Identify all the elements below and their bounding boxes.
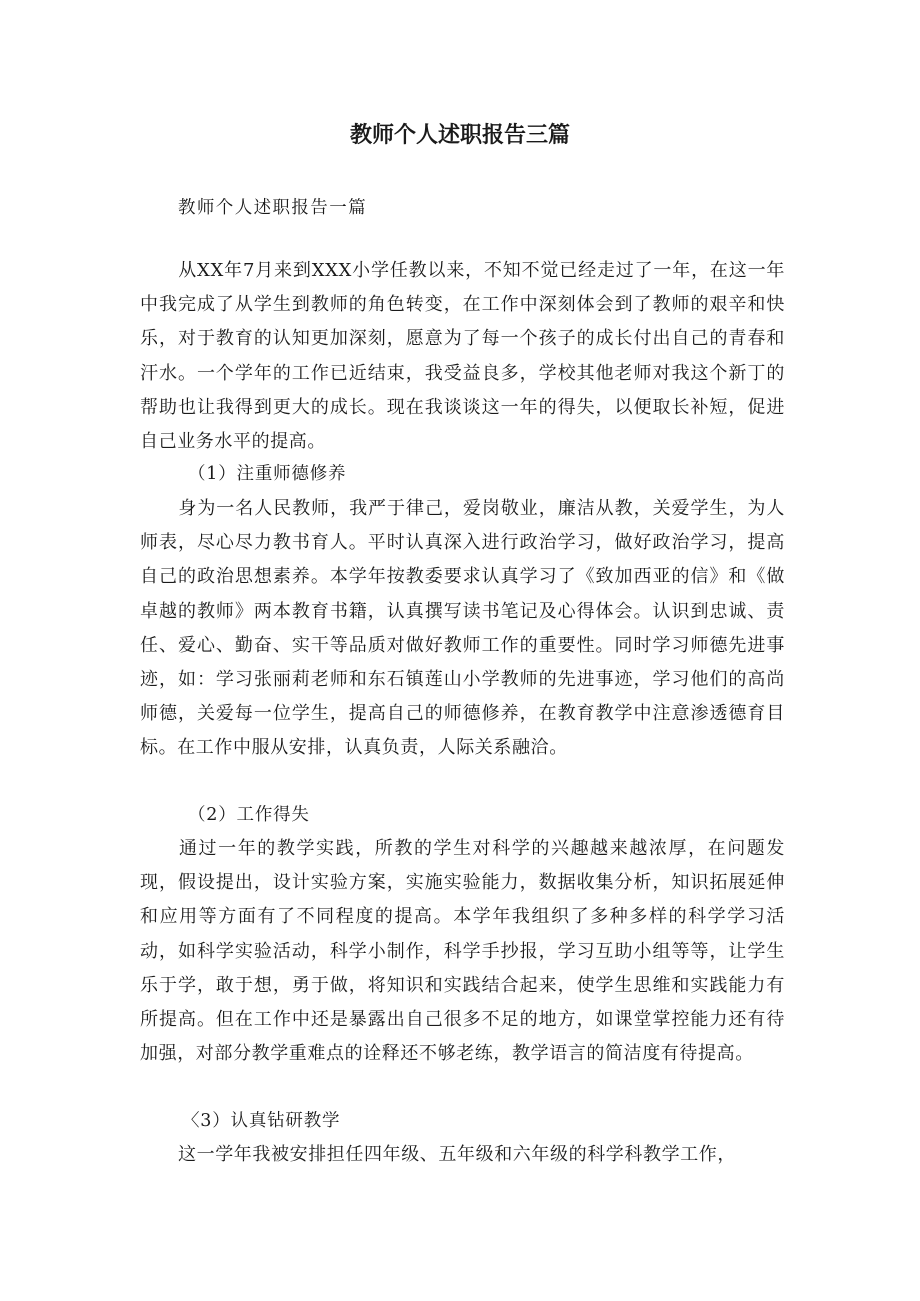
paragraph-ethics-text: 身为一名人民教师，我严于律己，爱岗敬业，廉洁从教，关爱学生，为人师表，尽心尽力教书育人。平时认真深入进行政治学习，做好政治学习，提高自己的政治思想素养。本学年按教委要求认真学习了《致加西亚的信》和《做卓越的教师》两本教育书籍，认真撰写读书笔记及心得体会。认识到忠诚、责任、爱心、勤奋、实干等品质对做好教师工作的重要性。同时学习师德先进事迹，如：学习张丽莉老师和东石镇莲山小学教师的先进事迹，学习他们的高尚师德，关爱每一位学生，提高自己的师德修养，在教育教学中注意渗透德育目标。在工作中服从安排，认真负责，人际关系融洽。 — [140, 498, 785, 759]
paragraph-work — [140, 832, 785, 1071]
paragraph-intro-text: 从XX年7月来到XXX小学任教以来，不知不觉已经走过了一年，在这一年中我完成了从学生到教师的角色转变，在工作中深刻体会到了教师的艰辛和快乐，对于教育的认知更加深刻，愿意为了每一个孩子的成长付出自己的青春和汗水。一个学年的工作已近结束，我受益良多，学校其他老师对我这个新丁的帮助也让我得到更大的成长。现在我谈谈这一年的得失，以便取长补短，促进自己业务水平的提高。 — [140, 260, 785, 453]
section-heading-ethics: （1）注重师德修养 — [188, 464, 347, 484]
paragraph-teaching — [140, 1138, 785, 1172]
section-heading-teaching: 〈3）认真钻研教学 — [182, 1111, 341, 1131]
paragraph-work-text: 通过一年的教学实践，所教的学生对科学的兴趣越来越浓厚，在问题发现，假设提出，设计实验方案，实施实验能力，数据收集分析，知识拓展延伸和应用等方面有了不同程度的提高。本学年我组织了多种多样的科学学习活动，如科学实验活动，科学小制作，科学手抄报，学习互助小组等等，让学生乐于学，敢于想，勇于做，将知识和实践结合起来，使学生思维和实践能力有所提高。但在工作中还是暴露出自己很多不足的地方，如课堂掌控能力还有待加强，对部分教学重难点的诠释还不够老练，教学语言的简洁度有待提高。 — [140, 838, 785, 1065]
paragraph-teaching-text: 这一学年我被安排担任四年级、五年级和六年级的科学科教学工作， — [178, 1144, 736, 1165]
paragraph-intro — [140, 254, 785, 459]
paragraph-ethics — [140, 492, 785, 766]
document-title: 教师个人述职报告三篇 — [349, 123, 570, 148]
section-heading-work: （2）工作得失 — [188, 805, 310, 825]
document-subtitle: 教师个人述职报告一篇 — [178, 198, 367, 218]
